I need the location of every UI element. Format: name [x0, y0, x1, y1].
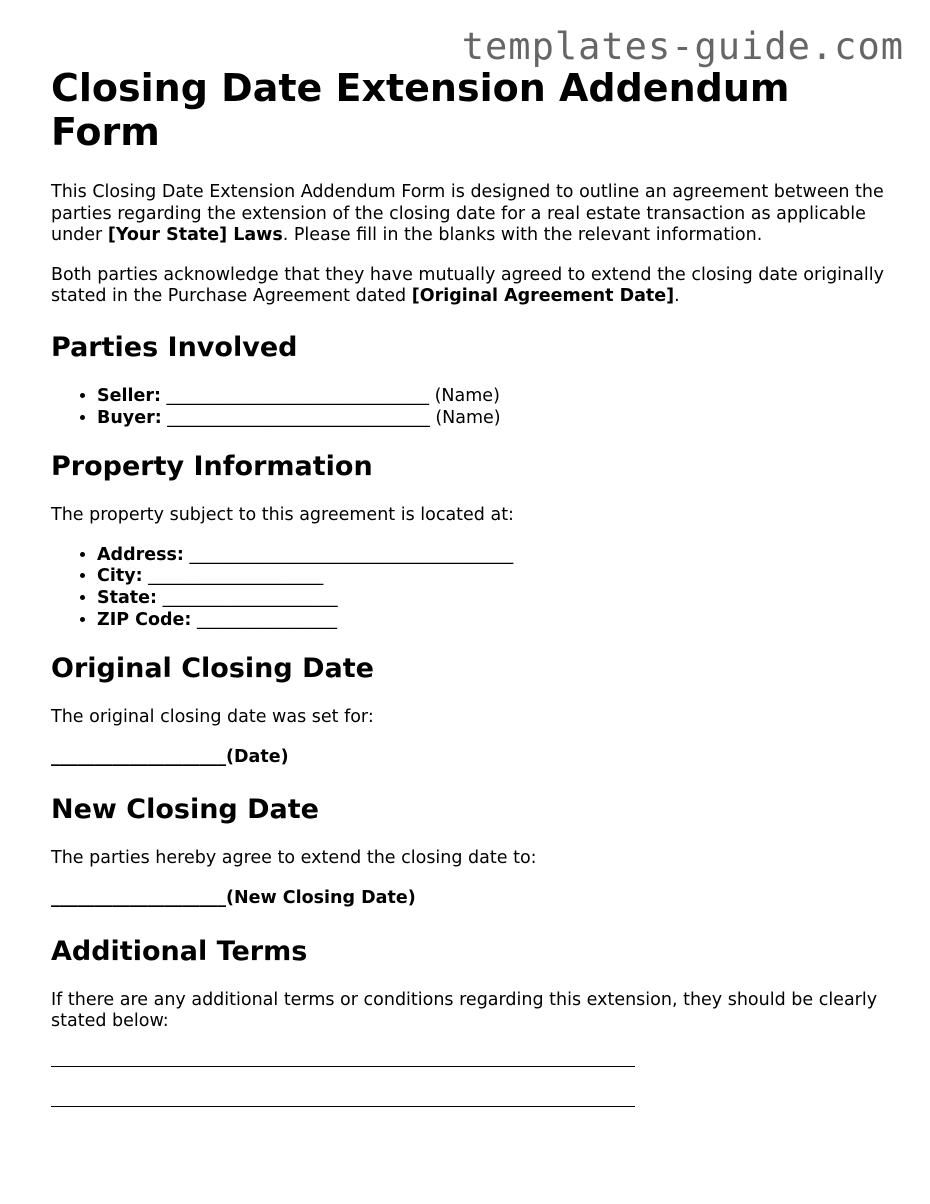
state-blank[interactable]: ____________________	[157, 587, 338, 608]
buyer-label: Buyer:	[97, 407, 162, 428]
list-item	[97, 408, 891, 430]
list-item	[97, 610, 891, 632]
city-blank[interactable]: ____________________	[142, 566, 324, 587]
buyer-blank[interactable]: ______________________________	[161, 407, 436, 428]
intro-state-laws: [Your State] Laws	[107, 225, 283, 246]
acknowledge-date: [Original Agreement Date]	[411, 286, 675, 307]
state-label: State:	[97, 587, 158, 608]
property-list	[51, 545, 891, 631]
intro-text-2: . Please fill in the blanks with the relevant information.	[282, 225, 763, 246]
watermark: templates-guide.com	[461, 25, 904, 68]
list-item	[97, 386, 891, 408]
intro-text-1: This Closing Date Extension Addendum Form is designed to outline an agreement between the parties regarding the extension of the closing date for a real estate transaction as applicable under	[51, 182, 884, 246]
list-item	[97, 545, 891, 567]
intro-paragraph	[51, 182, 891, 247]
property-heading: Property Information	[51, 451, 373, 483]
seller-blank[interactable]: ______________________________	[160, 385, 435, 406]
property-intro: The property subject to this agreement is located at:	[51, 505, 514, 526]
acknowledge-text-2: .	[674, 286, 680, 307]
additional-terms-line-2[interactable]	[51, 1087, 635, 1107]
page-title: Closing Date Extension Addendum Form	[51, 66, 790, 154]
city-label: City:	[97, 566, 143, 587]
address-label: Address:	[97, 544, 184, 565]
zip-blank[interactable]: ________________	[191, 609, 337, 630]
buyer-suffix: (Name)	[435, 407, 501, 428]
parties-list	[51, 386, 891, 429]
original-date-intro: The original closing date was set for:	[51, 707, 374, 728]
acknowledge-paragraph	[51, 265, 891, 308]
seller-label: Seller:	[97, 385, 161, 406]
original-date-field[interactable]: ____________________(Date)	[51, 746, 289, 767]
additional-terms-line-1[interactable]	[51, 1047, 635, 1067]
acknowledge-text-1: Both parties acknowledge that they have mutually agreed to extend the closing date originally stated in the Purchase Agreement dated	[51, 264, 884, 307]
original-date-heading: Original Closing Date	[51, 653, 374, 685]
new-date-field[interactable]: ____________________(New Closing Date)	[51, 887, 416, 908]
new-date-intro: The parties hereby agree to extend the closing date to:	[51, 848, 537, 869]
zip-label: ZIP Code:	[97, 609, 192, 630]
additional-terms-heading: Additional Terms	[51, 935, 308, 967]
new-date-heading: New Closing Date	[51, 794, 319, 826]
parties-heading: Parties Involved	[51, 331, 298, 363]
list-item	[97, 566, 891, 588]
seller-suffix: (Name)	[434, 385, 500, 406]
additional-terms-intro: If there are any additional terms or conditions regarding this extension, they should be clearly stated below:	[51, 989, 878, 1032]
list-item	[97, 588, 891, 610]
address-blank[interactable]: _____________________________________	[183, 544, 514, 565]
document-page	[51, 66, 891, 1127]
